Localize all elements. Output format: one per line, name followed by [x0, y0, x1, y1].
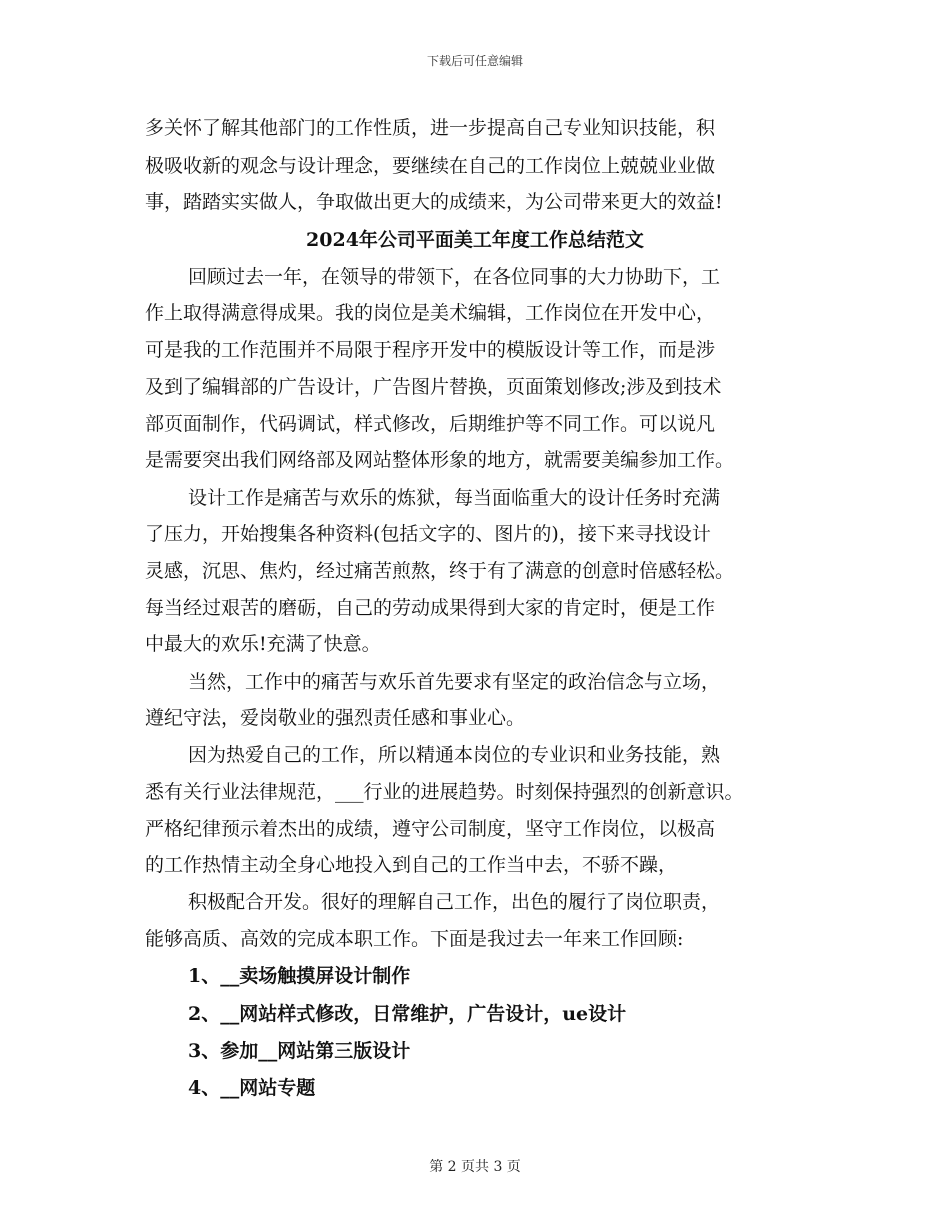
body-line: 能够高质、高效的完成本职工作。下面是我过去一年来工作回顾:: [145, 928, 684, 950]
body-line: 及到了编辑部的广告设计，广告图片替换，页面策划修改;涉及到技术: [145, 376, 722, 398]
list-item: 3、参加__网站第三版设计: [188, 1040, 411, 1062]
body-line: 的工作热情主动全身心地投入到自己的工作当中去，不骄不躁，: [145, 854, 678, 876]
section-title: 2024年公司平面美工年度工作总结范文: [306, 229, 644, 251]
body-line: 极吸收新的观念与设计理念，要继续在自己的工作岗位上兢兢业业做: [145, 155, 716, 177]
list-item: 1、__卖场触摸屏设计制作: [188, 965, 411, 987]
body-line: 是需要突出我们网络部及网站整体形象的地方，就需要美编参加工作。: [145, 449, 735, 471]
page-header: 下载后可任意编辑: [426, 54, 523, 68]
body-line: 每当经过艰苦的磨砺，自己的劳动成果得到大家的肯定时，便是工作: [145, 597, 716, 619]
body-line: 中最大的欢乐!充满了快意。: [145, 633, 381, 655]
body-line: 了压力，开始搜集各种资料(包括文字的、图片的)，接下来寻找设计: [145, 523, 711, 545]
list-item: 2、__网站样式修改，日常维护，广告设计，ue设计: [188, 1003, 627, 1025]
body-line: 严格纪律预示着杰出的成绩，遵守公司制度，坚守工作岗位，以极高: [145, 818, 716, 840]
body-line: 遵纪守法，爱岗敬业的强烈责任感和事业心。: [145, 707, 526, 729]
body-line: 当然，工作中的痛苦与欢乐首先要求有坚定的政治信念与立场，: [188, 671, 721, 693]
body-line: 设计工作是痛苦与欢乐的炼狱，每当面临重大的设计任务时充满: [188, 487, 721, 509]
page-footer: 第 2 页共 3 页: [429, 1159, 521, 1175]
body-line: 事，踏踏实实做人，争取做出更大的成绩来，为公司带来更大的效益!: [145, 191, 723, 213]
body-line: 因为热爱自己的工作，所以精通本岗位的专业识和业务技能，熟: [188, 744, 721, 766]
body-line: 可是我的工作范围并不局限于程序开发中的模版设计等工作，而是涉: [145, 339, 716, 361]
body-line: 灵感，沉思、焦灼，经过痛苦煎熬，终于有了满意的创意时倍感轻松。: [145, 560, 735, 582]
body-line: 积极配合开发。很好的理解自己工作，出色的履行了岗位职责，: [188, 891, 721, 913]
body-line: 部页面制作，代码调试，样式修改，后期维护等不同工作。可以说凡: [145, 413, 716, 435]
body-line: 作上取得满意得成果。我的岗位是美术编辑，工作岗位在开发中心，: [145, 302, 716, 324]
body-line: 悉有关行业法律规范，___行业的进展趋势。时刻保持强烈的创新意识。: [145, 781, 744, 803]
body-line: 回顾过去一年，在领导的带领下，在各位同事的大力协助下，工: [188, 266, 721, 288]
body-line: 多关怀了解其他部门的工作性质，进一步提高自己专业知识技能，积: [145, 117, 716, 139]
list-item: 4、__网站专题: [188, 1077, 316, 1099]
